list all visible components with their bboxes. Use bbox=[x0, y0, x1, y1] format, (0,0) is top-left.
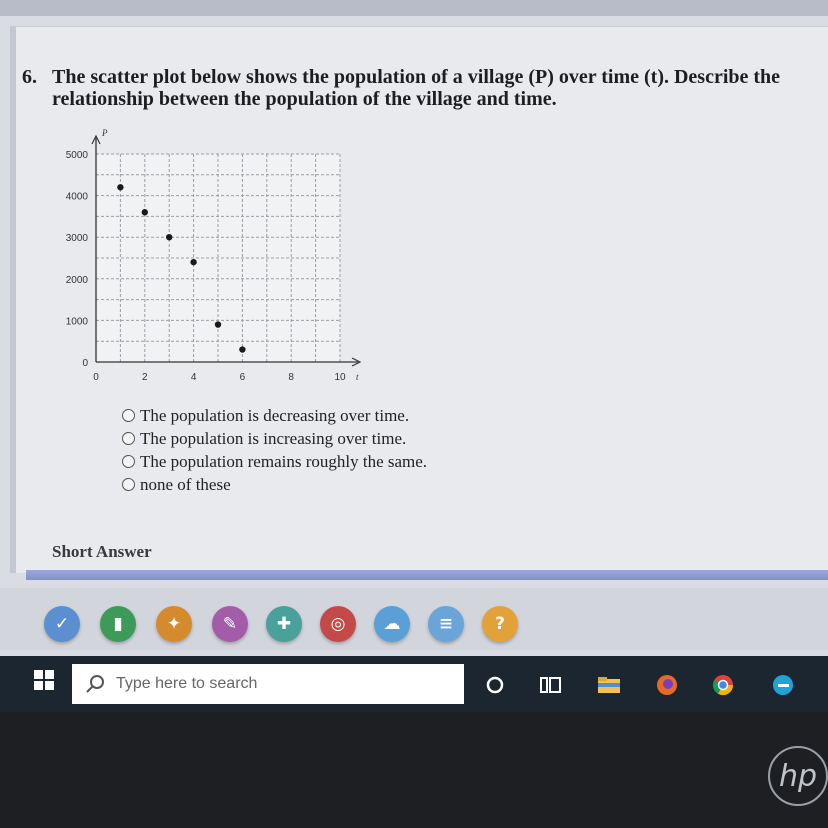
y-tick-label: 0 bbox=[82, 358, 88, 369]
choice-none[interactable] bbox=[122, 473, 427, 496]
firefox-icon[interactable] bbox=[654, 672, 680, 698]
question-text: The scatter plot below shows the population of a village (P) over time (t). Describe the relationship between the population of the village and time. bbox=[52, 66, 781, 110]
radio-button[interactable] bbox=[122, 432, 135, 445]
x-tick-label: 10 bbox=[334, 372, 346, 383]
pin-icon[interactable]: ✎ bbox=[212, 606, 248, 642]
choice-label: The population is increasing over time. bbox=[140, 428, 407, 448]
radio-button[interactable] bbox=[122, 409, 135, 422]
x-tick-label: 6 bbox=[239, 372, 246, 383]
help-icon[interactable]: ? bbox=[482, 606, 518, 642]
stack-icon[interactable]: ≡ bbox=[428, 606, 464, 642]
hint-icon[interactable]: ✦ bbox=[156, 606, 192, 642]
x-axis-label: t bbox=[356, 372, 359, 382]
chrome-icon[interactable] bbox=[710, 672, 736, 698]
cortana-icon[interactable] bbox=[482, 672, 508, 698]
search-icon bbox=[84, 673, 106, 695]
data-point bbox=[117, 184, 123, 190]
x-tick-label: 8 bbox=[288, 372, 294, 383]
search-placeholder: Type here to search bbox=[116, 675, 258, 692]
task-view-icon[interactable] bbox=[538, 672, 564, 698]
y-tick-label: 5000 bbox=[65, 150, 88, 161]
choice-label: The population remains roughly the same. bbox=[140, 451, 428, 471]
section-divider bbox=[26, 570, 828, 580]
short-answer-label: Short Answer bbox=[52, 542, 152, 561]
question-number: 6. bbox=[22, 66, 37, 88]
target-icon[interactable]: ◎ bbox=[320, 606, 356, 642]
choice-same[interactable] bbox=[122, 450, 427, 473]
x-tick-label: 2 bbox=[142, 372, 148, 383]
taskbar-search[interactable] bbox=[72, 664, 464, 704]
x-tick-label: 0 bbox=[93, 372, 99, 383]
radio-button[interactable] bbox=[122, 455, 135, 468]
x-tick-label: 4 bbox=[190, 372, 197, 383]
choice-label: The population is decreasing over time. bbox=[140, 405, 410, 425]
cloud-icon[interactable]: ☁ bbox=[374, 606, 410, 642]
file-explorer-icon[interactable] bbox=[596, 672, 622, 698]
y-tick-label: 1000 bbox=[65, 316, 88, 328]
radio-button[interactable] bbox=[122, 478, 135, 491]
choice-decreasing[interactable] bbox=[122, 404, 427, 427]
y-axis-label: P bbox=[102, 128, 108, 138]
data-point bbox=[166, 234, 172, 240]
data-point bbox=[215, 321, 221, 327]
y-tick-label: 2000 bbox=[65, 274, 88, 286]
edge-icon[interactable] bbox=[770, 672, 796, 698]
taskbar bbox=[0, 656, 828, 712]
data-point bbox=[142, 209, 148, 215]
bottom-toolbar bbox=[0, 588, 828, 650]
choice-label: none of these bbox=[140, 474, 231, 494]
check-icon[interactable]: ✓ bbox=[44, 606, 80, 642]
data-point bbox=[239, 346, 245, 352]
windows-start-icon[interactable] bbox=[34, 670, 54, 690]
top-strip bbox=[0, 0, 828, 16]
data-point bbox=[190, 259, 196, 265]
y-tick-label: 3000 bbox=[65, 233, 88, 245]
scatter-plot bbox=[58, 122, 378, 402]
hp-logo: hp bbox=[768, 746, 828, 806]
answer-choices bbox=[122, 404, 427, 496]
notes-icon[interactable]: ✚ bbox=[266, 606, 302, 642]
book-icon[interactable]: ▮ bbox=[100, 606, 136, 642]
y-tick-label: 4000 bbox=[65, 191, 88, 203]
choice-increasing[interactable] bbox=[122, 427, 427, 450]
